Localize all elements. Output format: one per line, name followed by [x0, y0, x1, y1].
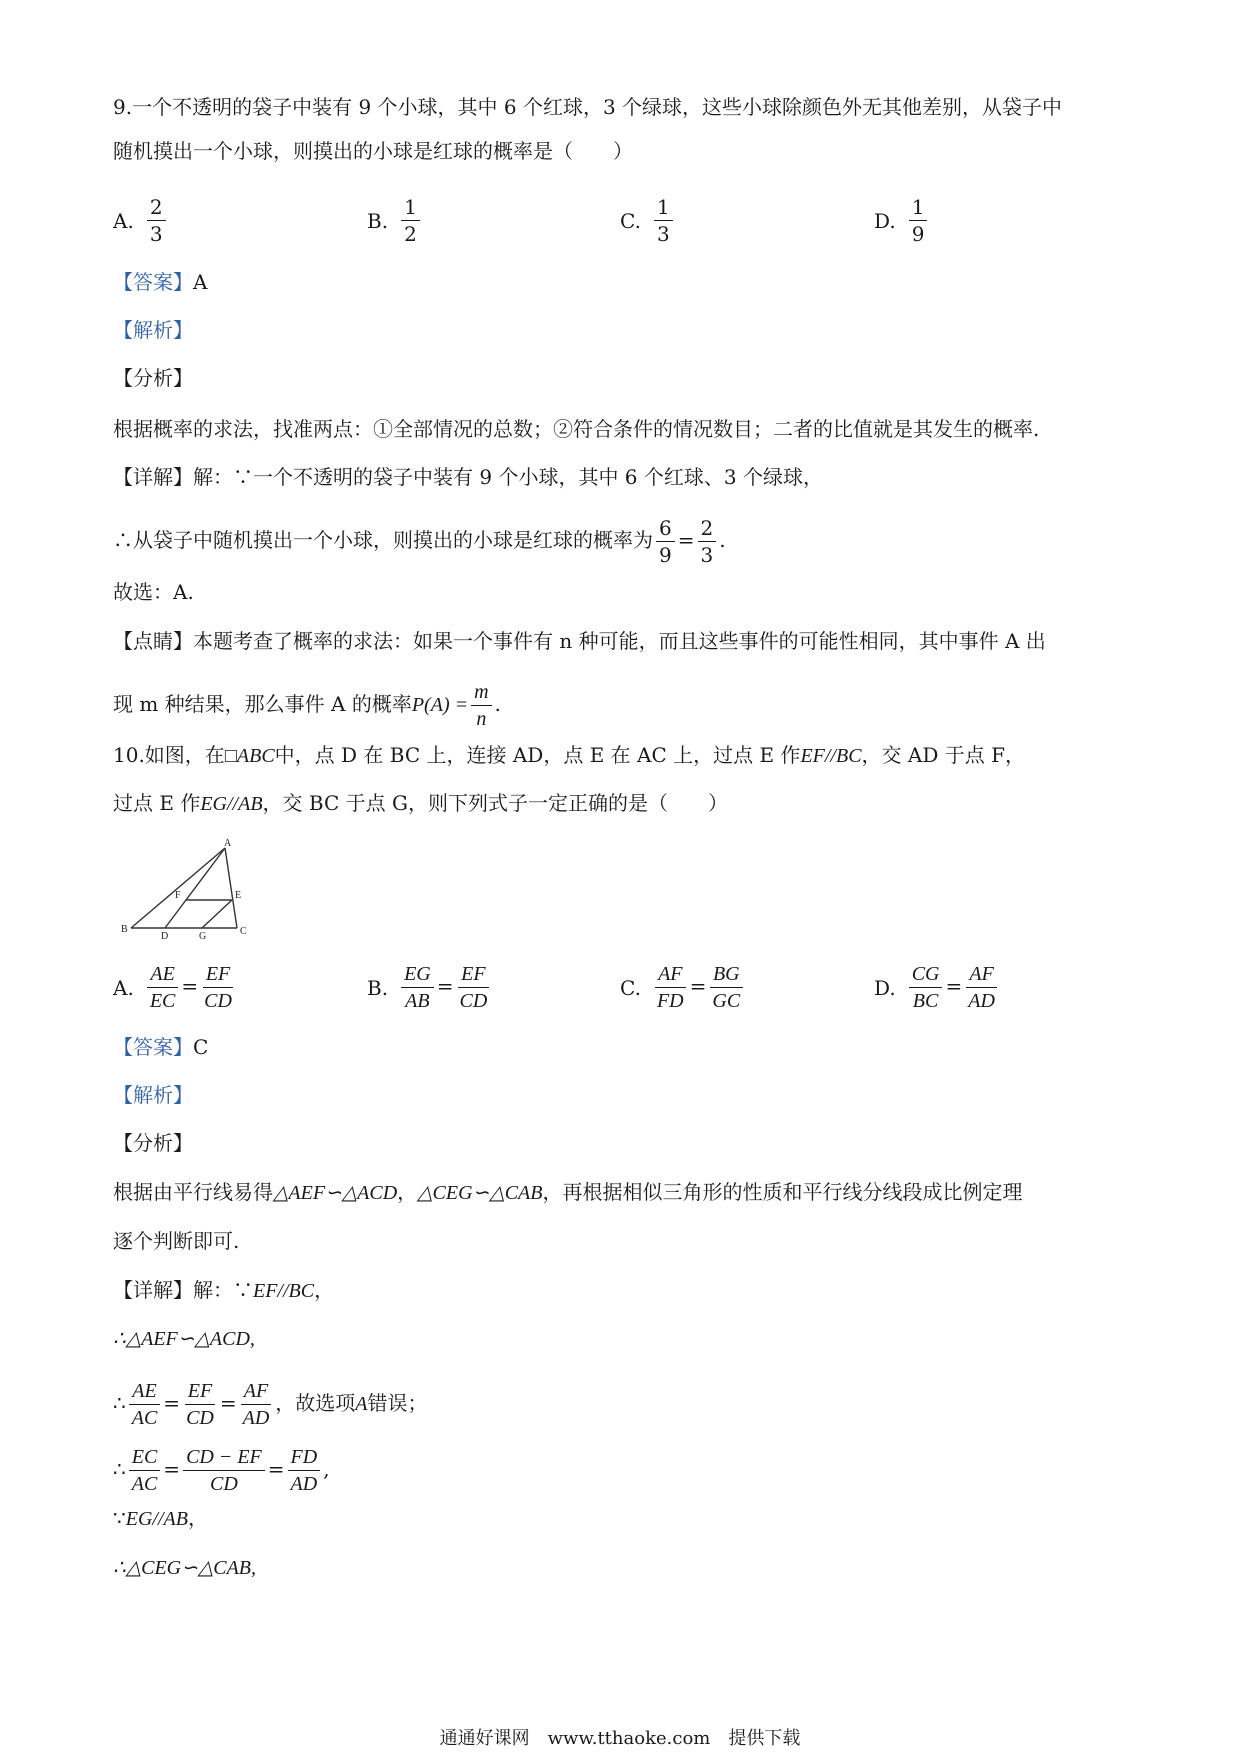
- label-e: E: [235, 890, 242, 901]
- q9-stem-line1: 9.一个不透明的袋子中装有 9 个小球，其中 6 个红球，3 个绿球，这些小球除颜色外无其他差别，从袋子中: [113, 95, 1063, 119]
- q10-xiangjie-line1: 【详解】解：∵EF//BC，: [113, 1278, 335, 1302]
- q10-xiangjie-line6: ∴△CEG∽△CAB,: [113, 1557, 257, 1579]
- q9-xiangjie-line1: 【详解】解：∵一个不透明的袋子中装有 9 个小球，其中 6 个红球、3 个绿球，: [113, 465, 823, 489]
- q10-xiangjie-line5: ∵EG//AB，: [113, 1506, 208, 1530]
- segment-eg: [202, 900, 232, 928]
- q9-option-d: D. $\frac{1}{9}$: [874, 197, 930, 244]
- q10-xiangjie-line4: ∴ $\frac{EC}{AC}$ = $\frac{CD - EF}{CD}$ = $\frac{FD}{AD}$ ,: [113, 1446, 330, 1495]
- q9-fenxi-heading: 【分析】: [113, 366, 193, 390]
- q9-dianjing-line1: 【点睛】本题考查了概率的求法：如果一个事件有 n 种可能，而且这些事件的可能性相同，其中事件 A 出: [113, 629, 1046, 653]
- q10-fenxi-heading: 【分析】: [113, 1131, 193, 1155]
- q10-answer: 【答案】C: [113, 1035, 209, 1059]
- segment-ad: [165, 848, 225, 928]
- q9-xiangjie-line2: ∴从袋子中随机摸出一个小球，则摸出的小球是红球的概率为 $\frac{6}{9}$ = $\frac{2}{3}$ .: [113, 516, 726, 567]
- q10-option-a: A. $\frac{AE}{EC}$ = $\frac{EF}{CD}$: [113, 963, 232, 1012]
- q9-guxuan: 故选：A.: [113, 580, 194, 604]
- q10-stem-line2: 过点 E 作EG//AB，交 BC 于点 G，则下列式子一定正确的是（ ）: [113, 791, 728, 815]
- q9-fenxi-text: 根据概率的求法，找准两点：①全部情况的总数；②符合条件的情况数目；二者的比值就是其发生的概率.: [113, 417, 1040, 441]
- q9-jiexi-heading: 【解析】: [113, 318, 193, 342]
- triangle-figure: [115, 838, 260, 940]
- q9-option-a: A. $\frac{2}{3}$: [113, 197, 169, 244]
- label-c: C: [240, 926, 247, 937]
- segment-ac: [225, 848, 237, 928]
- q9-option-c: C. $\frac{1}{3}$: [620, 197, 676, 244]
- label-g: G: [199, 931, 207, 940]
- q10-fenxi-line2: 逐个判断即可.: [113, 1229, 240, 1253]
- label-d: D: [161, 931, 169, 940]
- q10-option-b: B. $\frac{EG}{AB}$ = $\frac{EF}{CD}$: [367, 963, 488, 1012]
- label-b: B: [121, 924, 128, 935]
- label-a: A: [224, 838, 232, 849]
- q10-option-c: C. $\frac{AF}{FD}$ = $\frac{BG}{GC}$: [620, 964, 746, 1011]
- q10-stem-line1: 10.如图，在□ABC中，点 D 在 BC 上，连接 AD，点 E 在 AC 上，过点 E 作EF//BC，交 AD 于点 F，: [113, 743, 1025, 767]
- q9-option-b: B. $\frac{1}{2}$: [367, 197, 423, 244]
- q10-xiangjie-line3: ∴ $\frac{AE}{AC}$ = $\frac{EF}{CD}$ = $\frac{AF}{AD}$ ，故选项A错误；: [113, 1380, 428, 1429]
- label-f: F: [175, 890, 181, 901]
- q10-jiexi-heading: 【解析】: [113, 1083, 193, 1107]
- page-footer: 通通好课网 www.tthaoke.com 提供下载: [439, 1728, 801, 1749]
- q9-stem-line2: 随机摸出一个小球，则摸出的小球是红球的概率是（ ）: [113, 139, 633, 163]
- q10-fenxi-line1: 根据由平行线易得△AEF∽△ACD，△CEG∽△CAB，再根据相似三角形的性质和平行线分线段成比例定理: [113, 1180, 1023, 1204]
- q10-option-d: D. $\frac{CG}{BC}$ = $\frac{AF}{AD}$: [874, 963, 995, 1012]
- q9-dianjing-line2: 现 m 种结果，那么事件 A 的概率P(A) = $\frac{m}{n}$ .: [113, 681, 501, 730]
- segment-ab: [131, 848, 225, 928]
- q9-answer: 【答案】A: [113, 270, 208, 294]
- q10-xiangjie-line2: ∴△AEF∽△ACD,: [113, 1328, 255, 1350]
